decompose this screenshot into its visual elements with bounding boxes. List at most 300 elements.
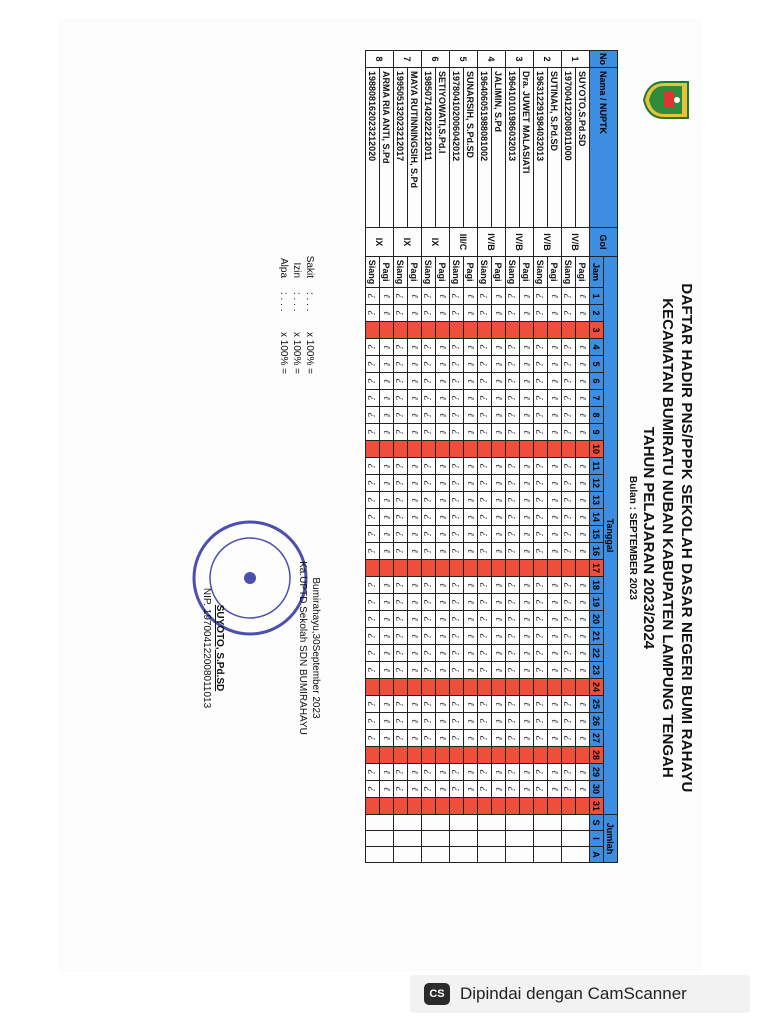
attendance-mark-cell	[548, 407, 562, 424]
attendance-mark-cell	[380, 390, 394, 407]
initial-mark-icon: ¿	[423, 463, 433, 469]
initial-mark-icon: ℓ	[549, 481, 559, 485]
initial-mark-icon: ¿	[395, 429, 405, 435]
initial-mark-icon: ℓ	[577, 736, 587, 740]
employee-name: JALIMIN, S.Pd	[492, 68, 506, 228]
attendance-mark-cell	[576, 560, 590, 577]
attendance-mark-cell	[394, 713, 408, 730]
initial-mark-icon: ¿	[563, 395, 573, 401]
attendance-mark-cell	[548, 764, 562, 781]
attendance-mark-cell	[366, 696, 380, 713]
initial-mark-icon: ℓ	[577, 668, 587, 672]
attendance-mark-cell	[394, 628, 408, 645]
initial-mark-icon: ℓ	[493, 362, 503, 366]
initial-mark-icon: ℓ	[521, 719, 531, 723]
attendance-mark-cell	[408, 424, 422, 441]
day-header: 14	[590, 509, 604, 526]
summary-dots: : . . .	[278, 292, 289, 312]
initial-mark-icon: ¿	[507, 633, 517, 639]
attendance-mark-cell	[478, 373, 492, 390]
initial-mark-icon: ¿	[451, 718, 461, 724]
initial-mark-icon: ¿	[507, 378, 517, 384]
initial-mark-icon: ℓ	[493, 549, 503, 553]
initial-mark-icon: ¿	[395, 633, 405, 639]
sum-cell	[534, 847, 562, 863]
initial-mark-icon: ¿	[535, 310, 545, 316]
initial-mark-icon: ℓ	[493, 532, 503, 536]
attendance-mark-cell	[464, 764, 478, 781]
initial-mark-icon: ℓ	[437, 532, 447, 536]
jam-siang: Siang	[534, 257, 548, 288]
attendance-mark-cell	[562, 577, 576, 594]
attendance-mark-cell	[576, 475, 590, 492]
initial-mark-icon: ℓ	[549, 464, 559, 468]
initial-mark-icon: ℓ	[465, 345, 475, 349]
attendance-mark-cell	[520, 356, 534, 373]
attendance-mark-cell	[534, 441, 548, 458]
initial-mark-icon: ℓ	[493, 770, 503, 774]
initial-mark-icon: ℓ	[549, 702, 559, 706]
initial-mark-icon: ¿	[563, 548, 573, 554]
initial-mark-icon: ℓ	[381, 651, 391, 655]
attendance-mark-cell	[436, 373, 450, 390]
attendance-mark-cell	[562, 560, 576, 577]
attendance-mark-cell	[394, 679, 408, 696]
attendance-mark-cell	[366, 730, 380, 747]
employee-gol: IV/B	[478, 228, 506, 257]
initial-mark-icon: ℓ	[437, 583, 447, 587]
attendance-mark-cell	[478, 458, 492, 475]
attendance-mark-cell	[380, 526, 394, 543]
attendance-mark-cell	[576, 407, 590, 424]
initial-mark-icon: ℓ	[381, 770, 391, 774]
attendance-mark-cell	[562, 339, 576, 356]
initial-mark-icon: ℓ	[549, 617, 559, 621]
attendance-mark-cell	[422, 509, 436, 526]
attendance-mark-cell	[464, 594, 478, 611]
attendance-mark-cell	[394, 441, 408, 458]
initial-mark-icon: ¿	[479, 429, 489, 435]
initial-mark-icon: ¿	[535, 633, 545, 639]
initial-mark-icon: ℓ	[409, 311, 419, 315]
initial-mark-icon: ¿	[507, 480, 517, 486]
attendance-mark-cell	[562, 322, 576, 339]
attendance-mark-cell	[380, 424, 394, 441]
initial-mark-icon: ¿	[563, 735, 573, 741]
sum-cell	[366, 831, 394, 847]
table-row	[394, 51, 408, 863]
attendance-mark-cell	[506, 509, 520, 526]
attendance-mark-cell	[464, 543, 478, 560]
initial-mark-icon: ℓ	[381, 515, 391, 519]
attendance-mark-cell	[450, 764, 464, 781]
row-number: 3	[506, 51, 534, 68]
initial-mark-icon: ℓ	[577, 464, 587, 468]
attendance-mark-cell	[394, 747, 408, 764]
attendance-mark-cell	[576, 679, 590, 696]
initial-mark-icon: ¿	[451, 497, 461, 503]
attendance-mark-cell	[366, 577, 380, 594]
attendance-mark-cell	[520, 492, 534, 509]
jam-pagi: Pagi	[380, 257, 394, 288]
initial-mark-icon: ¿	[535, 293, 545, 299]
attendance-mark-cell	[534, 373, 548, 390]
attendance-mark-cell	[576, 458, 590, 475]
attendance-mark-cell	[408, 594, 422, 611]
initial-mark-icon: ¿	[423, 310, 433, 316]
initial-mark-icon: ¿	[563, 701, 573, 707]
attendance-mark-cell	[562, 645, 576, 662]
attendance-mark-cell	[506, 373, 520, 390]
initial-mark-icon: ¿	[535, 378, 545, 384]
attendance-mark-cell	[548, 679, 562, 696]
attendance-mark-cell	[380, 509, 394, 526]
attendance-mark-cell	[534, 798, 548, 815]
attendance-mark-cell	[464, 305, 478, 322]
attendance-mark-cell	[506, 441, 520, 458]
attendance-mark-cell	[464, 713, 478, 730]
attendance-mark-cell	[520, 390, 534, 407]
initial-mark-icon: ¿	[479, 633, 489, 639]
attendance-mark-cell	[408, 526, 422, 543]
day-header: 24	[590, 679, 604, 696]
attendance-mark-cell	[576, 798, 590, 815]
attendance-mark-cell	[464, 492, 478, 509]
attendance-mark-cell	[394, 645, 408, 662]
attendance-mark-cell	[408, 441, 422, 458]
month-label: Bulan : SEPTEMBER 2023	[627, 476, 638, 600]
attendance-mark-cell	[422, 611, 436, 628]
attendance-mark-cell	[534, 407, 548, 424]
attendance-mark-cell	[436, 662, 450, 679]
initial-mark-icon: ℓ	[409, 413, 419, 417]
initial-mark-icon: ℓ	[577, 583, 587, 587]
attendance-mark-cell	[380, 696, 394, 713]
initial-mark-icon: ¿	[395, 361, 405, 367]
sum-cell	[478, 847, 506, 863]
initial-mark-icon: ℓ	[409, 481, 419, 485]
attendance-mark-cell	[422, 288, 436, 305]
initial-mark-icon: ¿	[423, 412, 433, 418]
initial-mark-icon: ℓ	[437, 464, 447, 468]
attendance-mark-cell	[562, 373, 576, 390]
attendance-mark-cell	[464, 781, 478, 798]
initial-mark-icon: ℓ	[493, 396, 503, 400]
attendance-mark-cell	[478, 526, 492, 543]
initial-mark-icon: ¿	[479, 548, 489, 554]
initial-mark-icon: ¿	[395, 650, 405, 656]
attendance-mark-cell	[576, 713, 590, 730]
table-row	[478, 51, 492, 863]
attendance-mark-cell	[408, 288, 422, 305]
attendance-mark-cell	[422, 543, 436, 560]
table-row	[408, 51, 422, 863]
initial-mark-icon: ℓ	[521, 668, 531, 672]
initial-mark-icon: ¿	[423, 514, 433, 520]
initial-mark-icon: ℓ	[521, 430, 531, 434]
attendance-mark-cell	[464, 373, 478, 390]
initial-mark-icon: ¿	[507, 429, 517, 435]
attendance-mark-cell	[464, 645, 478, 662]
initial-mark-icon: ℓ	[521, 498, 531, 502]
sum-col-header: I	[590, 831, 604, 847]
sum-col-header: S	[590, 815, 604, 831]
attendance-mark-cell	[408, 543, 422, 560]
attendance-mark-cell	[562, 798, 576, 815]
attendance-mark-cell	[436, 407, 450, 424]
initial-mark-icon: ℓ	[521, 362, 531, 366]
attendance-mark-cell	[436, 305, 450, 322]
attendance-mark-cell	[422, 781, 436, 798]
initial-mark-icon: ℓ	[465, 549, 475, 553]
initial-mark-icon: ¿	[395, 718, 405, 724]
sum-cell	[422, 847, 450, 863]
initial-mark-icon: ℓ	[577, 634, 587, 638]
attendance-mark-cell	[380, 628, 394, 645]
attendance-mark-cell	[408, 713, 422, 730]
initial-mark-icon: ℓ	[549, 311, 559, 315]
initial-mark-icon: ℓ	[437, 651, 447, 655]
attendance-mark-cell	[478, 662, 492, 679]
initial-mark-icon: ¿	[423, 633, 433, 639]
day-header: 8	[590, 407, 604, 424]
sum-cell	[562, 847, 590, 863]
initial-mark-icon: ¿	[367, 616, 377, 622]
attendance-mark-cell	[506, 594, 520, 611]
summary-formula: x 100% =	[278, 332, 289, 374]
row-number: 1	[562, 51, 590, 68]
initial-mark-icon: ¿	[395, 412, 405, 418]
attendance-mark-cell	[576, 696, 590, 713]
initial-mark-icon: ℓ	[465, 719, 475, 723]
attendance-mark-cell	[576, 492, 590, 509]
initial-mark-icon: ℓ	[549, 600, 559, 604]
attendance-mark-cell	[380, 798, 394, 815]
initial-mark-icon: ¿	[507, 548, 517, 554]
initial-mark-icon: ¿	[563, 293, 573, 299]
initial-mark-icon: ℓ	[549, 396, 559, 400]
attendance-mark-cell	[534, 594, 548, 611]
initial-mark-icon: ℓ	[465, 515, 475, 519]
initial-mark-icon: ℓ	[521, 634, 531, 638]
attendance-mark-cell	[450, 407, 464, 424]
sum-cell	[422, 815, 450, 831]
day-header: 4	[590, 339, 604, 356]
day-header: 21	[590, 628, 604, 645]
attendance-mark-cell	[548, 730, 562, 747]
initial-mark-icon: ℓ	[549, 668, 559, 672]
attendance-mark-cell	[366, 679, 380, 696]
initial-mark-icon: ℓ	[437, 311, 447, 315]
initial-mark-icon: ¿	[479, 514, 489, 520]
initial-mark-icon: ¿	[423, 429, 433, 435]
attendance-mark-cell	[422, 577, 436, 594]
attendance-mark-cell	[562, 662, 576, 679]
attendance-mark-cell	[506, 577, 520, 594]
attendance-mark-cell	[366, 339, 380, 356]
attendance-mark-cell	[534, 577, 548, 594]
attendance-mark-cell	[380, 492, 394, 509]
initial-mark-icon: ℓ	[577, 532, 587, 536]
initial-mark-icon: ℓ	[493, 702, 503, 706]
initial-mark-icon: ¿	[507, 650, 517, 656]
initial-mark-icon: ℓ	[577, 770, 587, 774]
row-number: 4	[478, 51, 506, 68]
initial-mark-icon: ¿	[507, 582, 517, 588]
attendance-mark-cell	[394, 509, 408, 526]
initial-mark-icon: ¿	[479, 378, 489, 384]
attendance-mark-cell	[520, 798, 534, 815]
attendance-mark-cell	[366, 424, 380, 441]
attendance-mark-cell	[408, 679, 422, 696]
initial-mark-icon: ℓ	[465, 396, 475, 400]
day-header: 5	[590, 356, 604, 373]
initial-mark-icon: ℓ	[549, 787, 559, 791]
attendance-mark-cell	[450, 475, 464, 492]
attendance-mark-cell	[576, 509, 590, 526]
attendance-mark-cell	[562, 679, 576, 696]
attendance-mark-cell	[408, 475, 422, 492]
initial-mark-icon: ℓ	[577, 651, 587, 655]
initial-mark-icon: ℓ	[577, 481, 587, 485]
attendance-mark-cell	[576, 781, 590, 798]
attendance-mark-cell	[366, 543, 380, 560]
employee-name: MAYA RUTINNINGSIH, S.Pd	[408, 68, 422, 228]
initial-mark-icon: ℓ	[437, 668, 447, 672]
attendance-mark-cell	[436, 424, 450, 441]
attendance-mark-cell	[450, 543, 464, 560]
initial-mark-icon: ℓ	[437, 600, 447, 604]
attendance-mark-cell	[478, 628, 492, 645]
initial-mark-icon: ℓ	[381, 430, 391, 434]
initial-mark-icon: ℓ	[493, 311, 503, 315]
attendance-mark-cell	[464, 475, 478, 492]
attendance-mark-cell	[450, 390, 464, 407]
attendance-mark-cell	[562, 747, 576, 764]
initial-mark-icon: ℓ	[465, 532, 475, 536]
day-header: 11	[590, 458, 604, 475]
initial-mark-icon: ℓ	[549, 736, 559, 740]
initial-mark-icon: ¿	[451, 769, 461, 775]
initial-mark-icon: ℓ	[465, 736, 475, 740]
attendance-mark-cell	[422, 526, 436, 543]
attendance-mark-cell	[464, 526, 478, 543]
initial-mark-icon: ¿	[451, 480, 461, 486]
attendance-mark-cell	[422, 475, 436, 492]
initial-mark-icon: ℓ	[465, 294, 475, 298]
initial-mark-icon: ℓ	[521, 481, 531, 485]
initial-mark-icon: ℓ	[381, 702, 391, 706]
table-row	[562, 51, 576, 863]
initial-mark-icon: ℓ	[409, 464, 419, 468]
initial-mark-icon: ℓ	[521, 396, 531, 400]
employee-name: SUTINAH, S.Pd.SD	[548, 68, 562, 228]
camscanner-watermark	[410, 975, 750, 1013]
attendance-mark-cell	[492, 509, 506, 526]
initial-mark-icon: ℓ	[549, 651, 559, 655]
initial-mark-icon: ¿	[563, 361, 573, 367]
attendance-mark-cell	[436, 543, 450, 560]
attendance-mark-cell	[450, 679, 464, 696]
attendance-mark-cell	[548, 594, 562, 611]
attendance-mark-cell	[436, 645, 450, 662]
attendance-mark-cell	[380, 543, 394, 560]
attendance-mark-cell	[478, 713, 492, 730]
day-header: 20	[590, 611, 604, 628]
initial-mark-icon: ℓ	[493, 294, 503, 298]
attendance-mark-cell	[436, 356, 450, 373]
initial-mark-icon: ¿	[563, 480, 573, 486]
initial-mark-icon: ¿	[563, 531, 573, 537]
attendance-mark-cell	[548, 492, 562, 509]
attendance-mark-cell	[436, 492, 450, 509]
initial-mark-icon: ¿	[507, 361, 517, 367]
day-header: 28	[590, 747, 604, 764]
sum-cell	[394, 831, 422, 847]
attendance-mark-cell	[506, 730, 520, 747]
attendance-mark-cell	[408, 764, 422, 781]
attendance-mark-cell	[548, 798, 562, 815]
initial-mark-icon: ℓ	[409, 515, 419, 519]
attendance-mark-cell	[534, 526, 548, 543]
attendance-mark-cell	[450, 356, 464, 373]
initial-mark-icon: ℓ	[577, 498, 587, 502]
initial-mark-icon: ℓ	[465, 634, 475, 638]
attendance-mark-cell	[408, 322, 422, 339]
jam-siang: Siang	[422, 257, 436, 288]
attendance-mark-cell	[366, 322, 380, 339]
header-jam: Jam	[590, 257, 604, 288]
initial-mark-icon: ¿	[535, 701, 545, 707]
attendance-mark-cell	[548, 475, 562, 492]
initial-mark-icon: ℓ	[549, 634, 559, 638]
initial-mark-icon: ¿	[451, 633, 461, 639]
initial-mark-icon: ¿	[563, 633, 573, 639]
initial-mark-icon: ¿	[451, 463, 461, 469]
attendance-mark-cell	[394, 407, 408, 424]
initial-mark-icon: ¿	[563, 344, 573, 350]
attendance-mark-cell	[380, 730, 394, 747]
attendance-mark-cell	[506, 560, 520, 577]
initial-mark-icon: ¿	[451, 667, 461, 673]
attendance-mark-cell	[478, 509, 492, 526]
initial-mark-icon: ¿	[367, 293, 377, 299]
initial-mark-icon: ℓ	[409, 770, 419, 774]
attendance-mark-cell	[436, 594, 450, 611]
attendance-mark-cell	[380, 645, 394, 662]
initial-mark-icon: ¿	[563, 463, 573, 469]
attendance-mark-cell	[436, 679, 450, 696]
initial-mark-icon: ¿	[479, 650, 489, 656]
jam-pagi: Pagi	[408, 257, 422, 288]
initial-mark-icon: ℓ	[437, 396, 447, 400]
initial-mark-icon: ¿	[507, 599, 517, 605]
initial-mark-icon: ℓ	[381, 583, 391, 587]
attendance-mark-cell	[394, 577, 408, 594]
initial-mark-icon: ¿	[535, 344, 545, 350]
attendance-mark-cell	[464, 798, 478, 815]
attendance-mark-cell	[548, 441, 562, 458]
attendance-mark-cell	[548, 713, 562, 730]
attendance-mark-cell	[478, 696, 492, 713]
initial-mark-icon: ℓ	[549, 430, 559, 434]
attendance-mark-cell	[478, 798, 492, 815]
initial-mark-icon: ¿	[367, 361, 377, 367]
day-header: 18	[590, 577, 604, 594]
attendance-mark-cell	[492, 407, 506, 424]
attendance-mark-cell	[478, 730, 492, 747]
attendance-mark-cell	[436, 475, 450, 492]
